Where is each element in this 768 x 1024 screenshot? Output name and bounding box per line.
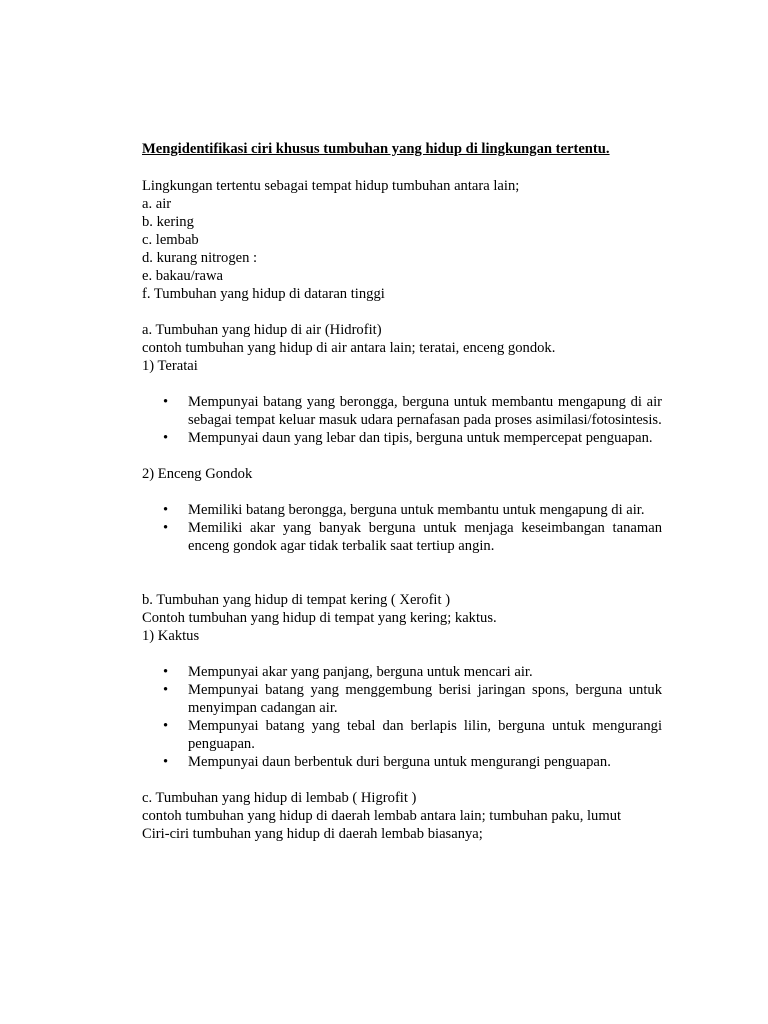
- spacer: [142, 771, 662, 789]
- environment-item: a. air: [142, 196, 172, 212]
- spacer: [142, 555, 662, 591]
- list-item-text: Mempunyai daun berbentuk duri berguna untuk mengurangi penguapan.: [188, 754, 611, 770]
- environment-item: f. Tumbuhan yang hidup di dataran tinggi: [142, 286, 385, 302]
- environment-item: e. bakau/rawa: [142, 268, 224, 284]
- kaktus-bullet-list: [142, 663, 662, 771]
- list-item-text: Mempunyai akar yang panjang, berguna untuk mencari air.: [188, 664, 533, 680]
- bullet-icon: •: [163, 430, 169, 446]
- list-item: [142, 753, 662, 771]
- section-a-examples: contoh tumbuhan yang hidup di air antara lain; teratai, enceng gondok.: [142, 340, 556, 356]
- enceng-gondok-bullet-list: [142, 501, 662, 555]
- spacer: [142, 645, 662, 663]
- spacer: [142, 375, 662, 393]
- bullet-icon: •: [163, 664, 169, 680]
- bullet-icon: •: [163, 394, 169, 410]
- section-b-examples: Contoh tumbuhan yang hidup di tempat yang kering; kaktus.: [142, 610, 497, 626]
- document-body: [142, 140, 662, 843]
- bullet-icon: •: [163, 502, 169, 518]
- list-item: [142, 663, 662, 681]
- bullet-icon: •: [163, 682, 169, 698]
- section-c-characteristics: Ciri-ciri tumbuhan yang hidup di daerah lembab biasanya;: [142, 826, 483, 842]
- bullet-icon: •: [163, 754, 169, 770]
- list-item-text: Mempunyai daun yang lebar dan tipis, berguna untuk mempercepat penguapan.: [188, 430, 653, 446]
- bullet-icon: •: [163, 520, 169, 536]
- list-item: [142, 717, 662, 753]
- spacer: [142, 483, 662, 501]
- section-b-heading: b. Tumbuhan yang hidup di tempat kering ( Xerofit ): [142, 592, 451, 608]
- environment-item: b. kering: [142, 214, 194, 230]
- teratai-bullet-list: [142, 393, 662, 447]
- list-item: [142, 681, 662, 717]
- list-item-text: Mempunyai batang yang berongga, berguna untuk membantu mengapung di air sebagai tempat keluar masuk udara pernafasan pada proses asimilasi/fotosintesis.: [188, 394, 662, 428]
- list-item: [142, 393, 662, 429]
- list-item-text: Mempunyai batang yang tebal dan berlapis lilin, berguna untuk mengurangi penguapan.: [188, 718, 662, 752]
- section-c-heading: c. Tumbuhan yang hidup di lembab ( Higrofit ): [142, 790, 417, 806]
- spacer: [142, 159, 662, 177]
- spacer: [142, 303, 662, 321]
- bullet-icon: •: [163, 718, 169, 734]
- list-item: [142, 519, 662, 555]
- section-a-heading: a. Tumbuhan yang hidup di air (Hidrofit): [142, 322, 382, 338]
- spacer: [142, 447, 662, 465]
- plant-enceng-gondok-heading: 2) Enceng Gondok: [142, 466, 253, 482]
- list-item-text: Memiliki akar yang banyak berguna untuk menjaga keseimbangan tanaman enceng gondok agar tidak terbalik saat tertiup angin.: [188, 520, 662, 554]
- plant-kaktus-heading: 1) Kaktus: [142, 628, 200, 644]
- list-item-text: Mempunyai batang yang menggembung berisi jaringan spons, berguna untuk menyimpan cadangan air.: [188, 682, 662, 716]
- list-item: [142, 429, 662, 447]
- intro-text: Lingkungan tertentu sebagai tempat hidup tumbuhan antara lain;: [142, 178, 520, 194]
- plant-teratai-heading: 1) Teratai: [142, 358, 198, 374]
- section-c-examples: contoh tumbuhan yang hidup di daerah lembab antara lain; tumbuhan paku, lumut: [142, 808, 622, 824]
- environment-item: c. lembab: [142, 232, 199, 248]
- document-title: Mengidentifikasi ciri khusus tumbuhan yang hidup di lingkungan tertentu.: [142, 141, 610, 157]
- environment-item: d. kurang nitrogen :: [142, 250, 258, 266]
- list-item-text: Memiliki batang berongga, berguna untuk membantu untuk mengapung di air.: [188, 502, 645, 518]
- list-item: [142, 501, 662, 519]
